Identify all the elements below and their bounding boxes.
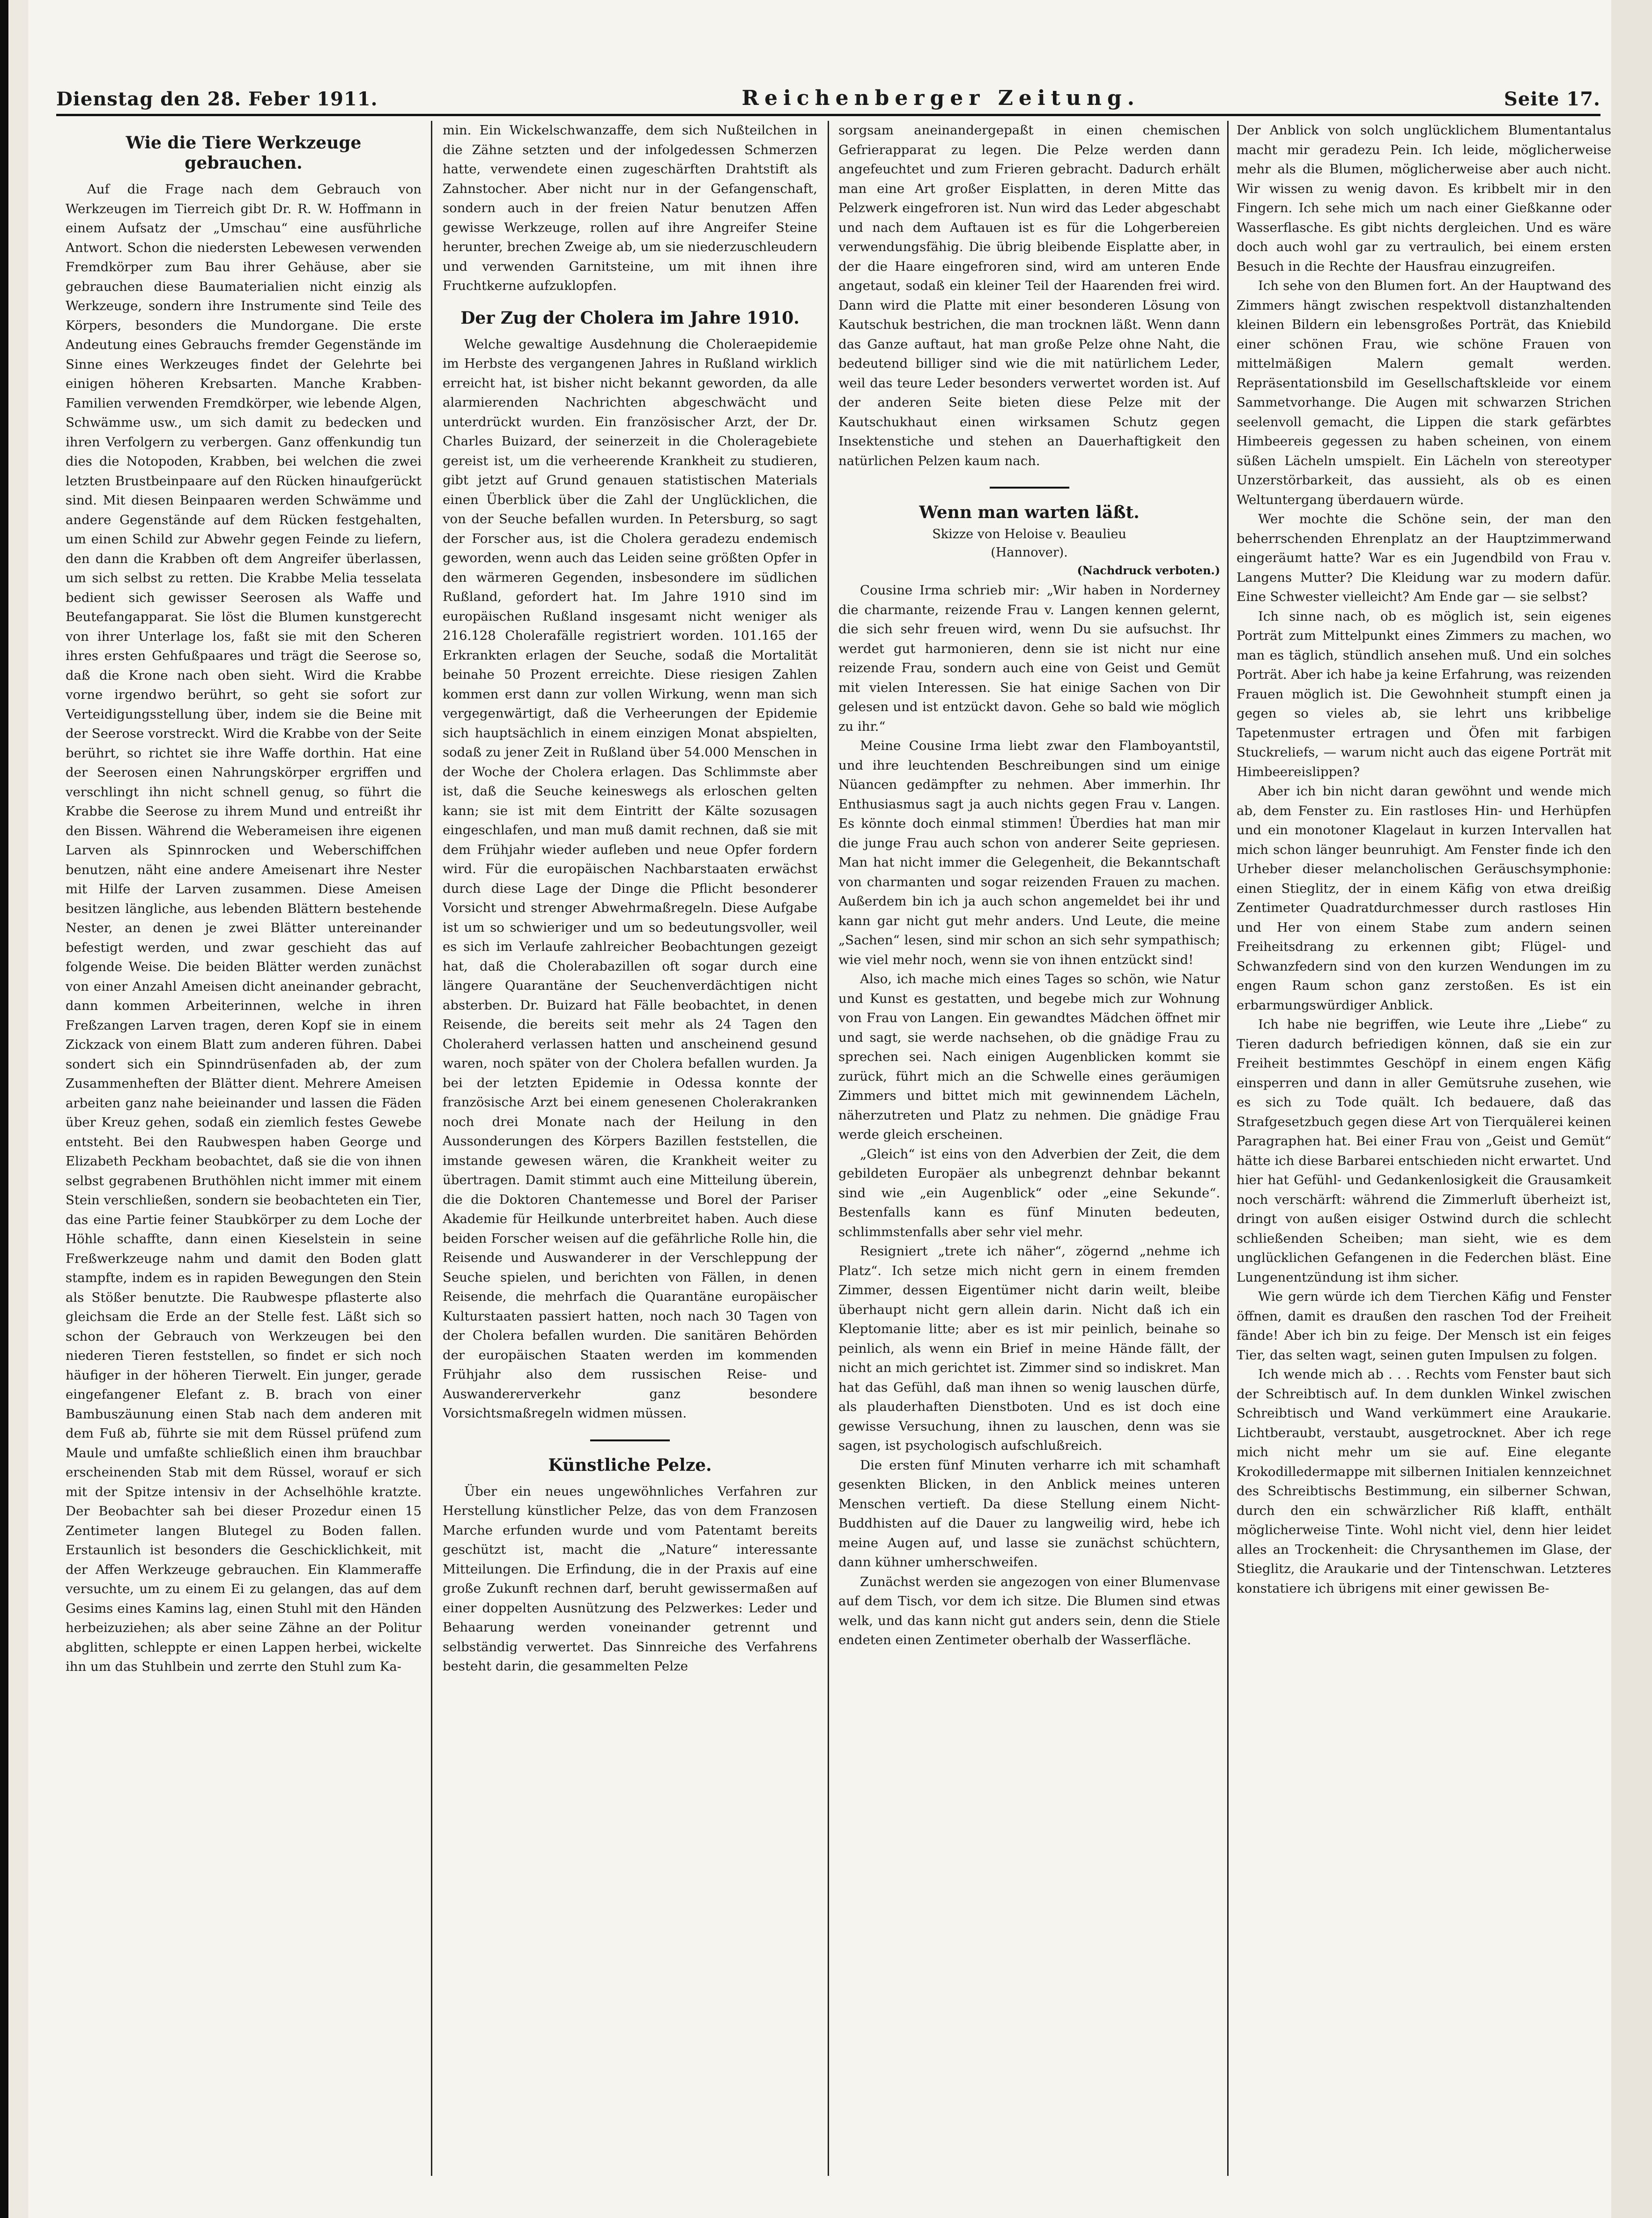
column-3 xyxy=(838,121,1220,2176)
article-separator xyxy=(590,1439,670,1441)
article-paragraph: Über ein neues ungewöhnliches Verfahren zur Herstellung künstlicher Pelze, das von dem Franzosen Marche erfunden wurde und vom Patentamt bereits geschützt ist, macht die „Nature“ interessante Mitteilungen. Die Erfindung, die in der Praxis auf eine große Zukunft rechnen darf, beruht gewissermaßen auf einer doppelten Ausnützung des Pelzwerkes: Leder und Behaarung werden voneinander getrennt und selbständig verwertet. Das Sinnreiche des Verfahrens besteht darin, die gesammelten Pelze xyxy=(443,1484,817,1674)
article-paragraph: Wer mochte die Schöne sein, der man den beherrschenden Ehrenplatz an der Hauptzimmerwand eingeräumt hatte? War es ein Jugendbild von Frau v. Langens Mutter? Die Kleidung war zu modern dafür. Eine Schwester vielleicht? Am Ende gar — sie selbst? xyxy=(1237,512,1611,604)
article-paragraph: Cousine Irma schrieb mir: „Wir haben in Norderney die charmante, reizende Frau v. Langen kennen gelernt, die sich sehr freuen wird, wenn Du sie aufsuchst. Ihr werdet gut harmonieren, denn sie ist nicht nur eine reizende Frau, sondern auch eine von Geist und Gemüt mit vielen Interessen. Sie hat einige Sachen von Dir gelesen und ist entzückt davon. Gehe so bald wie möglich zu ihr.“ xyxy=(838,583,1220,734)
article-paragraph: Welche gewaltige Ausdehnung die Choleraepidemie im Herbste des vergangenen Jahres in Rußland wirklich erreicht hat, ist bisher nicht bekannt geworden, da alle alarmierenden Nachrichten abgeschwächt und unterdrückt wurden. Ein französischer Arzt, der Dr. Charles Buizard, der seinerzeit in die Choleragebiete gereist ist, um die verheerende Krankheit zu studieren, gibt jetzt auf Grund genauen statistischen Materials einen Überblick über die Zahl der Unglücklichen, die von der Seuche befallen wurden. In Petersburg, so sagt der Forscher aus, ist die Cholera geradezu endemisch geworden, wenn auch das Leiden seine größten Opfer in den wärmeren Gegenden, insbesondere im südlichen Rußland, gefordert hat. Im Jahre 1910 sind im europäischen Rußland insgesamt nicht weniger als 216.128 Cholerafälle registriert worden. 101.165 der Erkrankten erlagen der Seuche, sodaß die Mortalität beinahe 50 Prozent erreichte. Diese riesigen Zahlen kommen erst dann zur vollen Wirkung, wenn man sich vergegenwärtigt, daß die Verheerungen der Epidemie sich hauptsächlich in einem einzigen Monat abspielten, sodaß zu jener Zeit in Rußland über 54.000 Menschen in der Woche der Cholera erlagen. Das Schlimmste aber ist, daß die Seuche keineswegs als erloschen gelten kann; sie ist mit dem Eintritt der Kälte sozusagen eingeschlafen, und man muß damit rechnen, daß sie mit dem Frühjahr wieder aufleben und neue Opfer fordern wird. Für die europäischen Nachbarstaaten erwächst durch diese Lage der Dinge die Pflicht besonderer Vorsicht und strenger Abwehrmaßregeln. Diese Aufgabe ist um so schwieriger und um so bedeutungsvoller, weil es sich im Verlaufe zahlreicher Beobachtungen gezeigt hat, daß die Cholerabazillen oft sogar durch eine längere Quarantäne der Seuchenverdächtigen nicht absterben. Dr. Buizard hat Fälle beobachtet, in denen Reisende, die bereits seit mehr als 24 Tagen den Choleraherd verlassen hatten und anscheinend gesund waren, noch später von der Cholera befallen wurden. Ja bei der letzten Epidemie in Odessa konnte der französische Arzt bei einem genesenen Cholerakranken noch drei Monate nach der Heilung in den Aussonderungen des Körpers Bazillen feststellen, die imstande gewesen wären, die Krankheit weiter zu übertragen. Damit stimmt auch eine Mitteilung überein, die die Doktoren Chantemesse und Borel der Pariser Akademie für Heilkunde unterbreitet haben. Auch diese beiden Forscher weisen auf die gefährliche Rolle hin, die Reisende und Auswanderer in der Verschleppung der Seuche spielen, und berichten von Fällen, in denen Reisende, die mehrfach die Quarantäne europäischer Kulturstaaten passiert hatten, noch nach 30 Tagen von der Cholera befallen wurden. Die sanitären Behörden der europäischen Staaten werden im kommenden Frühjahr also dem russischen Reise- und Auswandererverkehr ganz besondere Vorsichtsmaßregeln widmen müssen. xyxy=(443,336,817,1421)
article-paragraph: Der Anblick von solch unglücklichem Blumentantalus macht mir geradezu Pein. Ich leide, möglicherweise mehr als die Blumen, möglicherweise aber auch nicht. Wir wissen zu wenig davon. Es kribbelt mir in den Fingern. Ich sehe mich um nach einer Gießkanne oder Wasserflasche. Es gibt nichts dergleichen. Und es wäre doch auch wohl gar zu vertraulich, bei einem ersten Besuch in die Rechte der Hausfrau einzugreifen. xyxy=(1237,123,1611,274)
article-title-werkzeuge: Wie die Tiere Werkzeuge gebrauchen. xyxy=(126,133,362,173)
article-paragraph: Zunächst werden sie angezogen von einer Blumenvase auf dem Tisch, vor dem ich sitze. Die Blumen sind etwas welk, und das kann nicht gut anders sein, denn die Stiele endeten einen Zentimeter oberhalb der Wasserfläche. xyxy=(838,1574,1220,1648)
article-paragraph: Ich sinne nach, ob es möglich ist, sein eigenes Porträt zum Mittelpunkt eines Zimmers zu machen, wo man es täglich, stündlich ansehen muß. Und ein solches Porträt. Aber ich habe ja keine Erfahrung, was reizenden Frauen möglich ist. Die Gewohnheit stumpft einen ja gegen so vieles ab, sie lehrt uns kribbelige Tapetenmuster ertragen und Öfen mit farbigen Stuckreliefs, — warum nicht auch das eigene Porträt mit Himbeereislippen? xyxy=(1237,608,1611,779)
page-number: Seite 17. xyxy=(1504,88,1600,110)
column-rule xyxy=(828,121,829,2176)
article-paragraph: Resigniert „trete ich näher“, zögernd „nehme ich Platz“. Ich setze mich nicht gern in einem fremden Zimmer, dessen Eigentümer nicht darin weilt, bleibe überhaupt nicht gern allein darin. Nicht daß ich ein Kleptomanie litte; aber es ist mir peinlich, beinahe so peinlich, als wenn ein Brief in meine Hände fällt, der nicht an mich gerichtet ist. Zimmer sind so indiskret. Man hat das Gefühl, daß man ihnen so wenig lauschen dürfe, als plauderhaften Dienstboten. Und es ist doch eine gewisse Versuchung, ihnen zu lauschen, denn was sie sagen, ist psychologisch aufschlußreich. xyxy=(838,1244,1220,1454)
column-rule xyxy=(431,121,432,2176)
header-rule xyxy=(56,114,1600,116)
article-paragraph: Die ersten fünf Minuten verharre ich mit schamhaft gesenkten Blicken, in den Anblick meines unteren Menschen vertieft. Da diese Stellung einem Nicht-Buddhisten auf die Dauer zu langweilig wird, hebe ich meine Augen auf, und lasse sie zunächst schüchtern, dann kühner umherschweifen. xyxy=(838,1457,1220,1570)
article-paragraph: Ich wende mich ab . . . Rechts vom Fenster baut sich der Schreibtisch auf. In dem dunklen Winkel zwischen Schreibtisch und Wand verkümmert eine Araukarie. Lichtberaubt, verstaubt, ausgetrocknet. Aber ich rege mich nicht mehr um sie auf. Eine elegante Krokodilledermappe mit silbernen Initialen kennzeichnet des Schreibtischs Bestimmung, ein silberner Schwan, durch den ein schwärzlicher Riß klafft, enthält möglicherweise Tinte. Wohl nicht viel, denn hier leidet alles an Trockenheit: die Chrysanthemen im Glase, der Stieglitz, die Araukarie und der Tintenschwan. Letzteres konstatiere ich übrigens mit einer gewissen Be- xyxy=(1237,1367,1611,1596)
article-paragraph: Aber ich bin nicht daran gewöhnt und wende mich ab, dem Fenster zu. Ein rastloses Hin- und Herhüpfen und ein monotoner Klagelaut in kurzen Intervallen hat mich schon länger beunruhigt. Am Fenster finde ich den Urheber dieser melancholischen Geräuschsymphonie: einen Stieglitz, der in einem Käfig von etwa dreißig Zentimeter Quadratdurchmesser durch rastloses Hin und Her von einem Stabe zum andern seinen Freiheitsdrang zu erkennen gibt; Flügel- und Schwanzfedern sind von den kurzen Wendungen im zu engen Raum schon ganz zerstoßen. Es ist ein erbarmungswürdiger Anblick. xyxy=(1237,784,1611,1013)
article-place: (Hannover). xyxy=(991,545,1068,560)
reprint-note: (Nachdruck verboten.) xyxy=(1077,564,1220,578)
article-paragraph: Ich habe nie begriffen, wie Leute ihre „Liebe“ zu Tieren dadurch befriedigen können, daß sie ein zur Freiheit bestimmtes Geschöpf in einem engen Käfig einsperren und dann in aller Gemütsruhe zusehen, wie es sich zu Tode quält. Ich bedauere, daß das Strafgesetzbuch gegen diese Art von Tierquälerei keinen Paragraphen hat. Bei einer Frau von „Geist und Gemüt“ hätte ich diese Barbarei entschieden nicht erwartet. Und hier hat Gefühl- und Gedankenlosigkeit die Grausamkeit noch verschärft: während die Zimmerluft überheizt ist, dringt von außen eisiger Ostwind durch die schlecht schließenden Scheiben; man sieht, wie es dem unglücklichen Gefangenen in die Federchen bläst. Eine Lungenentzündung ist ihm sicher. xyxy=(1237,1017,1611,1285)
article-paragraph: Meine Cousine Irma liebt zwar den Flamboyantstil, und ihre leuchtenden Beschreibungen sind um einige Nüancen gedämpfter zu nehmen. Aber immerhin. Ihr Enthusiasmus sagt ja auch nichts gegen Frau v. Langen. Es könnte doch einmal stimmen! Überdies hat man mir die junge Frau auch schon von anderer Seite gepriesen. Man hat nicht immer die Gelegenheit, die Bekanntschaft von charmanten und sogar reizenden Frauen zu machen. Außerdem bin ich ja auch schon angemeldet bei ihr und kann gar nicht gut mehr anders. Und Leute, die meine „Sachen“ lesen, sind mir schon an sich sehr sympathisch; wie viel mehr noch, wenn sie von ihnen entzückt sind! xyxy=(838,738,1220,967)
article-subtitle: Skizze von Heloise v. Beaulieu xyxy=(932,527,1126,542)
article-paragraph: Wie gern würde ich dem Tierchen Käfig und Fenster öffnen, damit es draußen den raschen Tod der Freiheit fände! Aber ich bin zu feige. Der Mensch ist ein feiges Tier, das selten wagt, seinen guten Impulsen zu folgen. xyxy=(1237,1289,1611,1363)
masthead xyxy=(56,82,1600,110)
column-rule xyxy=(1227,121,1229,2176)
article-paragraph: Auf die Frage nach dem Gebrauch von Werkzeugen im Tierreich gibt Dr. R. W. Hoffmann in einem Aufsatz der „Umschau“ eine ausführliche Antwort. Schon die niedersten Lebewesen verwenden Fremdkörper zum Bau ihrer Gehäuse, aber sie gebrauchen diese Baumaterialien nicht einzig als Werkzeuge, sondern ihre Instrumente sind Teile des Körpers, besonders die Mundorgane. Die erste Andeutung eines Gebrauchs fremder Gegenstände im Sinne eines Werkzeuges findet der Gelehrte bei einigen höheren Krebsarten. Manche Krabben-Familien verwenden Fremdkörper, wie lebende Algen, Schwämme usw., um sich damit zu bedecken und ihren Verfolgern zu verbergen. Ganz offenkundig tun dies die Notopoden, Krabben, bei welchen die zwei letzten Brustbeinpaare auf den Rücken hinaufgerückt sind. Mit diesen Beinpaaren werden Schwämme und andere Gegenstände auf dem Rücken festgehalten, um einen Schild zur Abwehr gegen Feinde zu liefern, den dann die Krabben oft dem Angreifer überlassen, um sich selbst zu retten. Die Krabbe Melia tesselata bedient sich gewisser Seerosen als Waffe und Beutefangapparat. Sie löst die Blumen kunstgerecht von ihrer Unterlage los, faßt sie mit den Scheren ihres ersten Gehfußpaares und trägt die Seerose so, daß die Krone nach oben sieht. Wird die Krabbe vorne irgendwo berührt, so geht sie sofort zur Verteidigungsstellung über, indem sie die Beine mit der Seerose vorstreckt. Wird die Krabbe von der Seite berührt, so richtet sie ihre Waffe dorthin. Hat eine der Seerosen einen Nahrungskörper ergriffen und verschlingt ihn nicht schnell genug, so führt die Krabbe die Seerose zu ihrem Mund und entreißt ihr den Bissen. Während die Weberameisen ihre eigenen Larven als Spinnrocken und Weberschiffchen benutzen, näht eine andere Ameisenart ihre Nester mit Hilfe der Larven zusammen. Diese Ameisen besitzen längliche, aus lebenden Blättern bestehende Nester, an denen je zwei Blätter untereinander befestigt werden, und zwar geschieht das auf folgende Weise. Die beiden Blätter werden zunächst von einer Anzahl Ameisen dicht aneinander gebracht, dann kommen Arbeiterinnen, welche in ihren Freßzangen Larven tragen, deren Kopf sie in einem Zickzack von einem Blatt zum anderen führen. Dabei sondert sich ein Spinndrüsenfaden ab, der zum Zusammenheften der Blätter dient. Mehrere Ameisen arbeiten ganz nahe beieinander und lassen die Fäden über Kreuz gehen, sodaß ein ziemlich festes Gewebe entsteht. Bei den Raubwespen haben George und Elizabeth Peckham beobachtet, daß sie die von ihnen selbst gegrabenen Bruthöhlen nicht immer mit einem Stein verschließen, sondern sie beobachteten ein Tier, das eine Partie feiner Staubkörper zu dem Loche der Höhle schaffte, dann einen Kieselstein in seine Freßwerkzeuge nahm und damit den Boden glatt stampfte, indem es in rapiden Bewegungen den Stein als Stößer benutzte. Die Raubwespe pflasterte also gleichsam die Erde an der Stelle fest. Läßt sich so schon der Gebrauch von Werkzeugen bei den niederen Tieren feststellen, so findet er sich noch häufiger in der höheren Tierwelt. Ein junger, gerade eingefangener Elefant z. B. brach von einer Bambuszäunung einen Stab nach dem anderen mit dem Fuß ab, führte sie mit dem Rüssel prüfend zum Maule und umfaßte schließlich einen ihm brauchbar erscheinenden Stab mit dem Rüssel, worauf er sich mit der Spitze intensiv in der Achselhöhle kratzte. Der Beobachter sah bei dieser Prozedur einen 15 Zentimeter langen Blutegel zu Boden fallen. Erstaunlich ist besonders die Geschicklichkeit, mit der Affen Werkzeuge gebrauchen. Ein Klammeraffe versuchte, um zu einem Ei zu gelangen, das auf dem Gesims eines Kamins lag, einen Stuhl mit den Händen herbeizuziehen; als aber seine Zähne an der Politur abglitten, schleppte er einen Lappen herbei, wickelte ihn um das Stuhlbein und zerrte den Stuhl zum Ka- xyxy=(66,182,422,1675)
article-paragraph: Ich sehe von den Blumen fort. An der Hauptwand des Zimmers hängt zwischen respektvoll distanzhaltenden kleinen Bildern ein lebensgroßes Porträt, das Kniebild einer schönen Frau, wie schöne Frauen von mittelmäßigen Malern gemalt werden. Repräsentationsbild im Gesellschaftskleide vor einem Sammetvorhange. Die Augen mit schwarzen Strichen seelenvoll gemacht, die Lippen die stark gefärbtes Himbeereis gegessen zu haben scheinen, von einem süßen Lächeln umspielt. Ein Lächeln von stereotyper Unzerstörbarkeit, das aussieht, als ob es einen Weltuntergang überdauern würde. xyxy=(1237,278,1611,507)
article-title-cholera: Der Zug der Cholera im Jahre 1910. xyxy=(460,308,800,328)
issue-date: Dienstag den 28. Feber 1911. xyxy=(56,88,378,110)
article-paragraph: „Gleich“ ist eins von den Adverbien der Zeit, die dem gebildeten Europäer als unbegrenzt dehnbar bekannt sind wie „ein Augenblick“ oder „eine Sekunde“. Bestenfalls kann es fünf Minuten bedeuten, schlimmstenfalls aber sehr viel mehr. xyxy=(838,1146,1220,1239)
column-1 xyxy=(66,121,422,2176)
article-title-warten: Wenn man warten läßt. xyxy=(919,503,1140,522)
article-title-pelze: Künstliche Pelze. xyxy=(548,1455,712,1475)
article-separator xyxy=(990,487,1069,489)
newspaper-name: Reichenberger Zeitung. xyxy=(741,86,1140,110)
article-continuation: sorgsam aneinandergepaßt in einen chemischen Gefrierapparat zu legen. Die Pelze werden dann angefeuchtet und zum Frieren gebracht. Dadurch erhält man eine Art großer Eisplatten, in deren Mitte das Pelzwerk eingefroren ist. Nun wird das Leder abgeschabt und nach dem Auftauen ist es für die Lohgerbereien verwendungsfähig. Die übrig bleibende Eisplatte aber, in der die Haare eingefroren sind, wird am unteren Ende angetaut, sodaß ein kleiner Teil der Haarenden frei wird. Dann wird die Platte mit einer besonderen Lösung von Kautschuk bestrichen, die man trocknen läßt. Wenn dann das Ganze auftaut, hat man große Pelze ohne Naht, die bedeutend billiger sind wie die mit natürlichem Leder, weil das teure Leder besonders verwertet worden ist. Auf der anderen Seite bieten diese Pelze mit der Kautschukhaut einen wirksamen Schutz gegen Insektenstiche und stehen an Dauerhaftigkeit den natürlichen Pelzen kaum nach. xyxy=(838,123,1220,468)
article-continuation: min. Ein Wickelschwanzaffe, dem sich Nußteilchen in die Zähne setzten und der infolgedessen Schmerzen hatte, verwendete einen zugeschärften Drahtstift als Zahnstocher. Aber nicht nur in der Gefangenschaft, sondern auch in der freien Natur benutzen Affen gewisse Werkzeuge, rollen auf ihre Angreifer Steine herunter, brechen Zweige ab, um sie niederzuschleudern und verwenden Garnitsteine, um mit ihnen ihre Fruchtkerne aufzuklopfen. xyxy=(443,123,817,293)
column-2 xyxy=(443,121,817,2176)
article-paragraph: Also, ich mache mich eines Tages so schön, wie Natur und Kunst es gestatten, und begebe mich zur Wohnung von Frau von Langen. Ein gewandtes Mädchen öffnet mir und sagt, sie werde nachsehen, ob die gnädige Frau zu sprechen sei. Nach einigen Augenblicken kommt sie zurück, führt mich an die Schwelle eines geräumigen Zimmers und bittet mich mit gewinnendem Lächeln, näherzutreten und Platz zu nehmen. Die gnädige Frau werde gleich erscheinen. xyxy=(838,972,1220,1142)
column-4 xyxy=(1237,121,1611,2176)
